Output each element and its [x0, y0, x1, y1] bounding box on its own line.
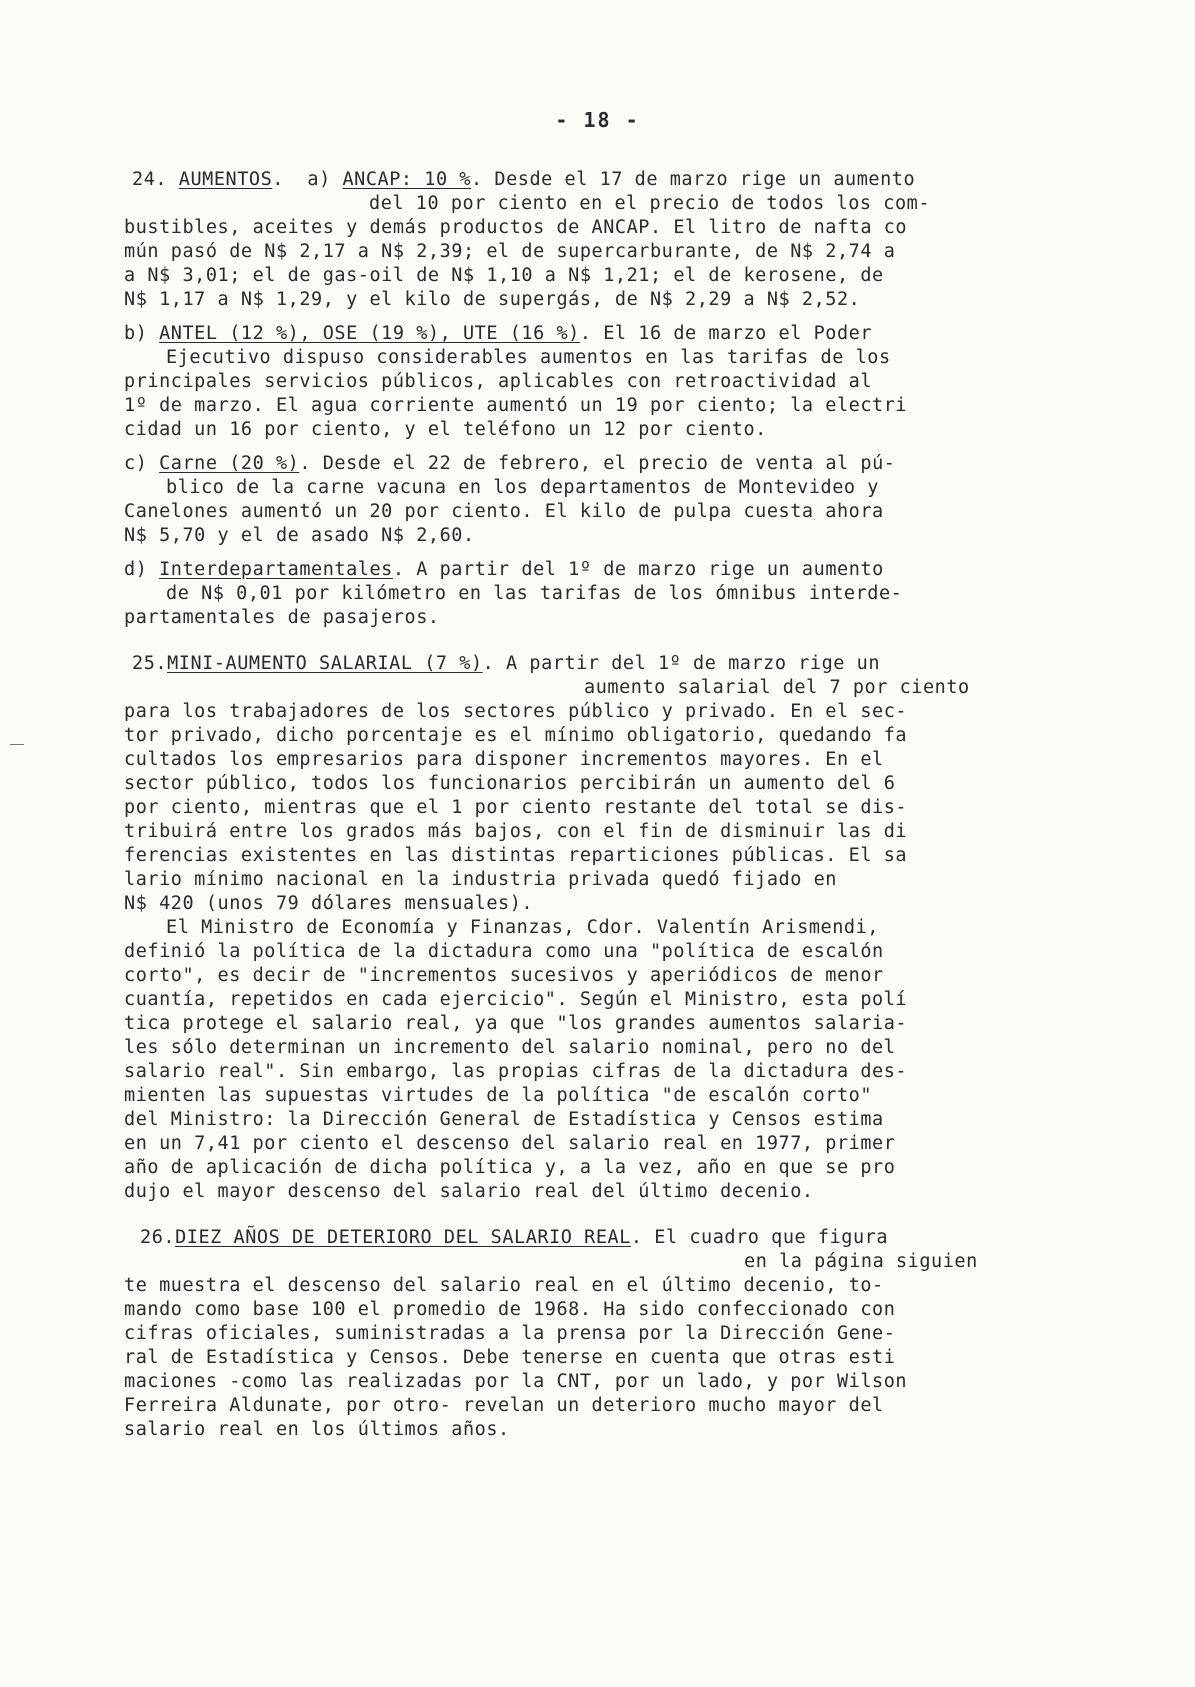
- section-25-line: tor privado, dicho porcentaje es el mínimo obligatorio, quedando fa: [124, 725, 908, 746]
- section-26-line: maciones -como las realizadas por la CNT, por un lado, y por Wilson: [124, 1371, 908, 1392]
- section-25-paragraph-line: cuantía, repetidos en cada ejercicio". Según el Ministro, esta polí: [124, 989, 908, 1010]
- item-b-title: ANTEL (12 %), OSE (19 %), UTE (16 %): [159, 323, 580, 344]
- section-25-line: tribuirá entre los grados más bajos, con el fin de disminuir las di: [124, 821, 908, 842]
- item-d-title: Interdepartamentales: [159, 559, 393, 580]
- section-25-paragraph-line: del Ministro: la Dirección General de Estadística y Censos estima: [124, 1109, 884, 1130]
- section-25-line: por ciento, mientras que el 1 por ciento restante del total se dis-: [124, 797, 908, 818]
- section-25-paragraph-line: El Ministro de Economía y Finanzas, Cdor. Valentín Arismendi,: [166, 917, 879, 938]
- section-25-paragraph-line: año de aplicación de dicha política y, a la vez, año en que se pro: [124, 1157, 896, 1178]
- section-26-number: 26.: [140, 1227, 176, 1248]
- section-26-line: en la página siguien: [744, 1251, 978, 1272]
- section-25-paragraph-line: mienten las supuestas virtudes de la política "de escalón corto": [124, 1085, 873, 1106]
- item-d-heading: [124, 558, 884, 582]
- section-26-line: Ferreira Aldunate, por otro- revelan un deterioro mucho mayor del: [124, 1395, 884, 1416]
- item-b-line: cidad un 16 por ciento, y el teléfono un 12 por ciento.: [124, 419, 767, 440]
- section-25-line: ferencias existentes en las distintas reparticiones públicas. El sa: [124, 845, 908, 866]
- item-b-line: principales servicios públicos, aplicables con retroactividad al: [124, 371, 873, 392]
- item-d-line: de N$ 0,01 por kilómetro en las tarifas de los ómnibus interde-: [166, 583, 903, 604]
- section-25-heading: [132, 652, 880, 676]
- section-25-line: aumento salarial del 7 por ciento: [584, 677, 970, 698]
- section-25-line: N$ 420 (unos 79 dólares mensuales).: [124, 893, 534, 914]
- section-26-line: ral de Estadística y Censos. Debe tenerse en cuenta que otras esti: [124, 1347, 896, 1368]
- section-26-line: salario real en los últimos años.: [124, 1419, 510, 1440]
- item-a-line: bustibles, aceites y demás productos de ANCAP. El litro de nafta co: [124, 217, 908, 238]
- item-a-line: a N$ 3,01; el de gas-oil de N$ 1,10 a N$ 1,21; el de kerosene, de: [124, 265, 884, 286]
- section-26-line: mando como base 100 el promedio de 1968. Ha sido confeccionado con: [124, 1299, 896, 1320]
- section-24-heading: 24. AUMENTOS. a) ANCAP: 10 %. Desde el 17 de marzo rige un aumento: [132, 169, 916, 190]
- section-25-paragraph-line: salario real". Sin embargo, las propias cifras de la dictadura des-: [124, 1061, 908, 1082]
- item-c-line: Canelones aumentó un 20 por ciento. El kilo de pulpa cuesta ahora: [124, 501, 884, 522]
- item-c-heading: [124, 452, 895, 476]
- item-b-heading: [124, 322, 872, 346]
- section-25-line: sector público, todos los funcionarios percibirán un aumento del 6: [124, 773, 896, 794]
- item-b-label: b): [124, 323, 148, 344]
- section-26-line: . El cuadro que figura: [630, 1227, 889, 1248]
- item-c-line: blico de la carne vacuna en los departamentos de Montevideo y: [166, 477, 879, 498]
- item-b-line: . El 16 de marzo el Poder: [579, 323, 873, 344]
- item-c-line: N$ 5,70 y el de asado N$ 2,60.: [124, 525, 475, 546]
- item-c-label: c): [124, 453, 148, 474]
- section-25-paragraph-line: les sólo determinan un incremento del salario nominal, pero no del: [124, 1037, 896, 1058]
- section-25-title: MINI-AUMENTO SALARIAL (7 %): [167, 653, 483, 674]
- section-25-line: cultados los empresarios para disponer incrementos mayores. En el: [124, 749, 884, 770]
- section-24-title: AUMENTOS: [178, 169, 273, 190]
- section-25-line: para los trabajadores de los sectores público y privado. En el sec-: [124, 701, 908, 722]
- item-d-line: . A partir del 1º de marzo rige un aumento: [392, 559, 884, 580]
- section-24-number: 24.: [132, 169, 168, 190]
- item-a-line: mún pasó de N$ 2,17 a N$ 2,39; el de supercarburante, de N$ 2,74 a: [124, 241, 896, 262]
- section-25-paragraph-line: tica protege el salario real, ya que "los grandes aumentos salaria-: [124, 1013, 908, 1034]
- section-25-paragraph-line: definió la política de la dictadura como una "política de escalón: [124, 941, 884, 962]
- section-25-number: 25.: [132, 653, 168, 674]
- section-26-heading: [140, 1226, 888, 1250]
- section-26-line: cifras oficiales, suministradas a la prensa por la Dirección Gene-: [124, 1323, 896, 1344]
- section-25-line: . A partir del 1º de marzo rige un: [482, 653, 881, 674]
- item-a-label: a): [307, 169, 331, 190]
- item-c-title: Carne (20 %): [159, 453, 300, 474]
- section-25-line: lario mínimo nacional en la industria privada quedó fijado en: [124, 869, 837, 890]
- section-25-paragraph-line: corto", es decir de "incrementos sucesivos y aperiódicos de menor: [124, 965, 884, 986]
- item-c-line: . Desde el 22 de febrero, el precio de venta al pú-: [299, 453, 896, 474]
- item-a-line: N$ 1,17 a N$ 1,29, y el kilo de supergás, de N$ 2,29 a N$ 2,52.: [124, 289, 861, 310]
- item-a-line: . Desde el 17 de marzo rige un aumento: [471, 169, 916, 190]
- section-25-paragraph-line: en un 7,41 por ciento el descenso del salario real en 1977, primer: [124, 1133, 896, 1154]
- item-b-line: Ejecutivo dispuso considerables aumentos en las tarifas de los: [166, 347, 891, 368]
- item-d-label: d): [124, 559, 148, 580]
- item-a-title: ANCAP: 10 %: [342, 169, 472, 190]
- item-a-line: del 10 por ciento en el precio de todos los com-: [369, 193, 931, 214]
- margin-mark: [10, 744, 24, 745]
- section-26-title: DIEZ AÑOS DE DETERIORO DEL SALARIO REAL: [175, 1227, 631, 1248]
- item-d-line: partamentales de pasajeros.: [124, 607, 440, 628]
- section-26-line: te muestra el descenso del salario real en el último decenio, to-: [124, 1275, 884, 1296]
- item-b-line: 1º de marzo. El agua corriente aumentó un 19 por ciento; la electri: [124, 395, 908, 416]
- section-25-paragraph-line: dujo el mayor descenso del salario real del último decenio.: [124, 1181, 814, 1202]
- page-number: - 18 -: [555, 108, 640, 132]
